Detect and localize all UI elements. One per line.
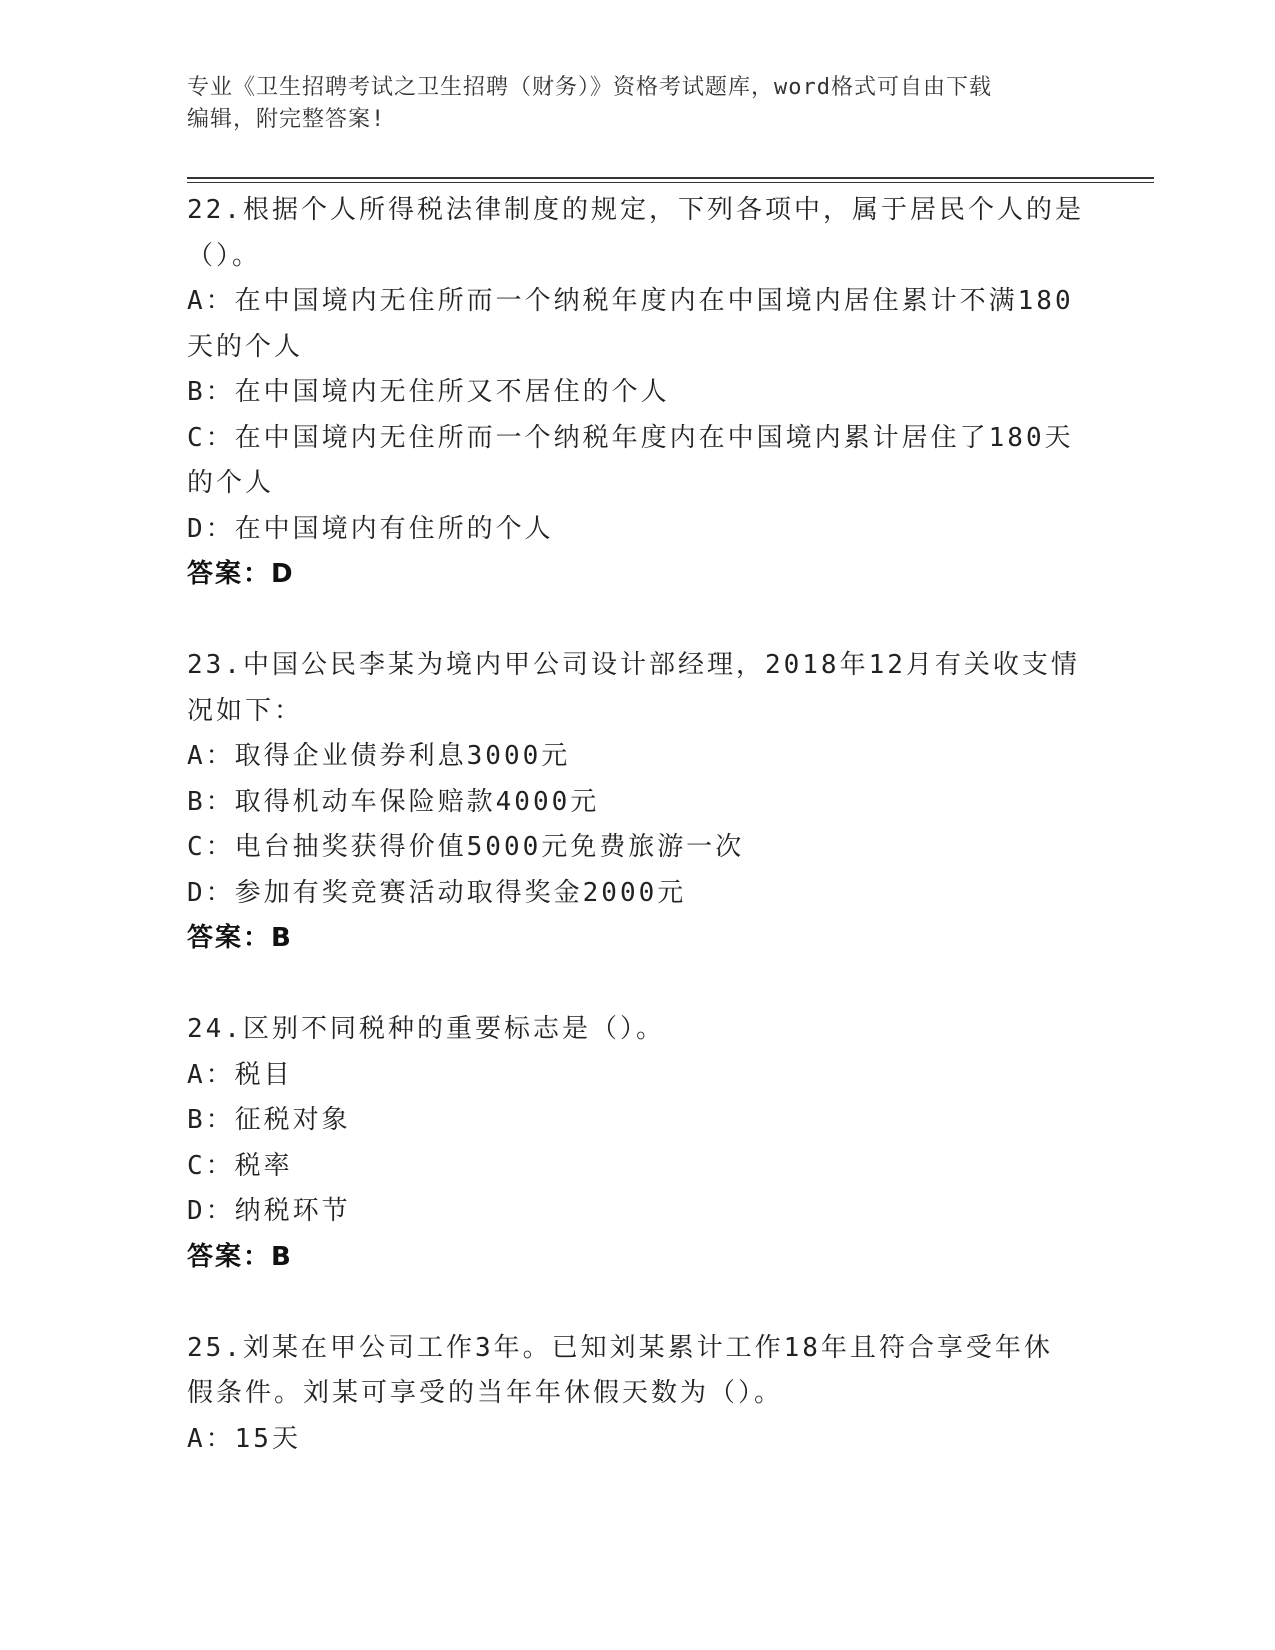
option-b-line: B：征税对象 (187, 1105, 351, 1135)
option-b-line: B：取得机动车保险赔款4000元 (187, 786, 600, 817)
answer-label: 答案：D (187, 559, 295, 589)
question-stem-line: 25.刘某在甲公司工作3年。已知刘某累计工作18年且符合享受年休 (187, 1332, 1053, 1363)
question-stem-line: 22.根据个人所得税法律制度的规定，下列各项中，属于居民个人的是 (187, 195, 1084, 225)
question-stem-line: 况如下： (187, 695, 304, 726)
spacer (187, 598, 1087, 644)
question-23 (187, 643, 1087, 962)
header-divider-thick (187, 177, 1154, 179)
answer-label: 答案：B (187, 923, 293, 953)
option-c-line: 的个人 (187, 468, 275, 498)
header-line-2: 编辑，附完整答案! (187, 107, 386, 132)
question-stem-line: 24.区别不同税种的重要标志是（）。 (187, 1014, 665, 1044)
option-d-line: D：纳税环节 (187, 1196, 351, 1226)
question-22 (187, 188, 1087, 598)
question-25 (187, 1326, 1087, 1463)
question-list (187, 188, 1087, 1462)
document-header (187, 72, 1067, 136)
question-24 (187, 1007, 1087, 1280)
spacer (187, 1280, 1087, 1326)
question-stem-line: 23.中国公民李某为境内甲公司设计部经理，2018年12月有关收支情 (187, 650, 1080, 680)
option-d-line: D：参加有奖竞赛活动取得奖金2000元 (187, 877, 687, 908)
header-divider-thin (187, 182, 1154, 183)
answer-label: 答案：B (187, 1241, 293, 1272)
option-c-line: C：在中国境内无住所而一个纳税年度内在中国境内累计居住了180天 (187, 422, 1074, 453)
option-b-line: B：在中国境内无住所又不居住的个人 (187, 377, 670, 407)
option-a-line: 天的个人 (187, 331, 304, 362)
option-a-line: A：取得企业债券利息3000元 (187, 741, 571, 771)
option-c-line: C：税率 (187, 1150, 293, 1181)
spacer (187, 962, 1087, 1008)
question-stem-line: （）。 (187, 240, 262, 271)
option-c-line: C：电台抽奖获得价值5000元免费旅游一次 (187, 832, 745, 862)
option-a-line: A：税目 (187, 1059, 293, 1090)
header-line-1: 专业《卫生招聘考试之卫生招聘（财务）》资格考试题库，word格式可自由下载 (187, 75, 992, 100)
option-a-line: A：15天 (187, 1423, 301, 1454)
option-d-line: D：在中国境内有住所的个人 (187, 513, 554, 544)
option-a-line: A：在中国境内无住所而一个纳税年度内在中国境内居住累计不满180 (187, 286, 1074, 316)
question-stem-line: 假条件。刘某可享受的当年年休假天数为（）。 (187, 1378, 784, 1408)
